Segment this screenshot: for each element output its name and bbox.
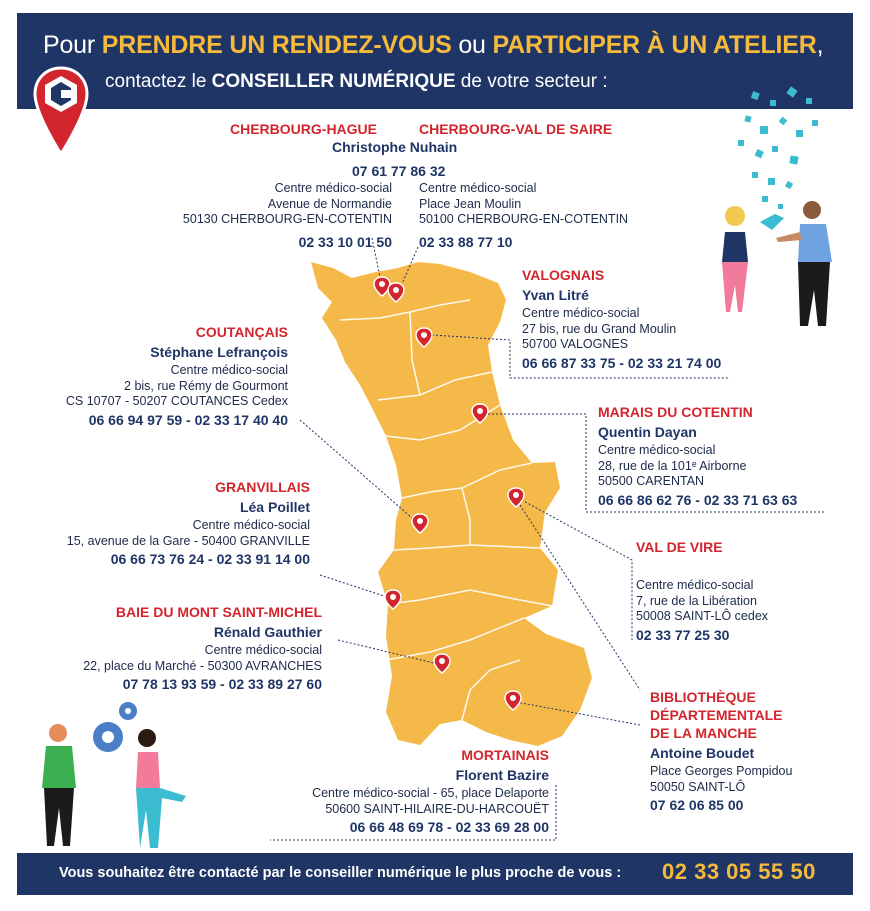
- valdevire-phone[interactable]: 02 33 77 25 30: [636, 626, 730, 643]
- cherbourg-advisor: Christophe Nuhain: [332, 139, 458, 155]
- cherbourg-phone[interactable]: 07 61 77 86 32: [352, 163, 446, 179]
- bibliotheque-phone[interactable]: 07 62 06 85 00: [650, 797, 744, 813]
- valognais-phone[interactable]: 06 66 87 33 75 - 02 33 21 74 00: [522, 354, 722, 371]
- cherbourg-valdesaire-label: CHERBOURG-VAL DE SAIRE: [419, 121, 613, 137]
- bibliotheque-block: BIBLIOTHÈQUE DÉPARTEMENTALE DE LA MANCHE Antoine Boudet Place Georges Pompidou 50050 SAINT-LÔ 07 62 06 85 00: [650, 689, 793, 813]
- coutancais-phone[interactable]: 06 66 94 97 59 - 02 33 17 40 40: [88, 411, 288, 428]
- valdevire-block: VAL DE VIRE Centre médico-social 7, rue de la Libération 50008 SAINT-LÔ cedex 02 33 77 25 30: [636, 539, 769, 643]
- confetti-decoration: [738, 86, 818, 209]
- granvillais-phone[interactable]: 06 66 73 76 24 - 02 33 91 14 00: [110, 551, 310, 567]
- header-title-line1: Pour PRENDRE UN RENDEZ-VOUS ou PARTICIPER À UN ATELIER,: [43, 31, 824, 59]
- valognais-block: VALOGNAIS Yvan Litré Centre médico-social 27 bis, rue du Grand Moulin 50700 VALOGNES 06 66 87 33 75 - 02 33 21 74 00: [522, 267, 722, 371]
- cherbourg-hague-phone[interactable]: 02 33 10 01 50: [298, 233, 392, 250]
- header-title-line2: contactez le CONSEILLER NUMÉRIQUE de votre secteur :: [105, 71, 608, 92]
- mortainais-phone[interactable]: 06 66 48 69 78 - 02 33 69 28 00: [349, 819, 549, 835]
- cherbourg-hague-label: CHERBOURG-HAGUE: [230, 121, 377, 137]
- people-illustration-bottom: [42, 702, 186, 848]
- footer-text: Vous souhaitez être contacté par le conseiller numérique le plus proche de vous :: [59, 865, 622, 881]
- granvillais-block: GRANVILLAIS Léa Poillet Centre médico-social 15, avenue de la Gare - 50400 GRANVILLE 06 66 73 76 24 - 02 33 91 14 00: [66, 479, 310, 567]
- baie-block: BAIE DU MONT SAINT-MICHEL Rénald Gauthier Centre médico-social 22, place du Marché - 50300 AVRANCHES 07 78 13 93 59 - 02 33 89 27 60: [83, 604, 322, 692]
- mortainais-block: MORTAINAIS Florent Bazire Centre médico-social - 65, place Delaporte 50600 SAINT-HILAIRE-DU-HARCOUËT 06 66 48 69 78 - 02 33 69 28 00: [312, 747, 549, 835]
- footer-banner: [17, 853, 853, 895]
- people-illustration-top: [722, 201, 832, 326]
- baie-phone[interactable]: 07 78 13 93 59 - 02 33 89 27 60: [122, 676, 322, 692]
- coutancais-block: COUTANÇAIS Stéphane Lefrançois Centre médico-social 2 bis, rue Rémy de Gourmont CS 10707 - 50207 COUTANCES Cedex 06 66 94 97 59 - 02 33 17 40 40: [65, 324, 288, 428]
- footer-phone[interactable]: 02 33 05 55 50: [662, 859, 816, 884]
- cherbourg-valdesaire-address: Centre médico-social Place Jean Moulin 50100 CHERBOURG-EN-COTENTIN 02 33 88 77 10: [419, 181, 629, 250]
- cherbourg-valdesaire-phone[interactable]: 02 33 88 77 10: [419, 233, 513, 250]
- marais-block: MARAIS DU COTENTIN Quentin Dayan Centre médico-social 28, rue de la 101ᵉ Airborne 50500 CARENTAN 06 66 86 62 76 - 02 33 71 63 63: [598, 404, 798, 508]
- cherbourg-hague-address: Centre médico-social Avenue de Normandie 50130 CHERBOURG-EN-COTENTIN 02 33 10 01 50: [182, 181, 392, 250]
- marais-phone[interactable]: 06 66 86 62 76 - 02 33 71 63 63: [598, 491, 798, 508]
